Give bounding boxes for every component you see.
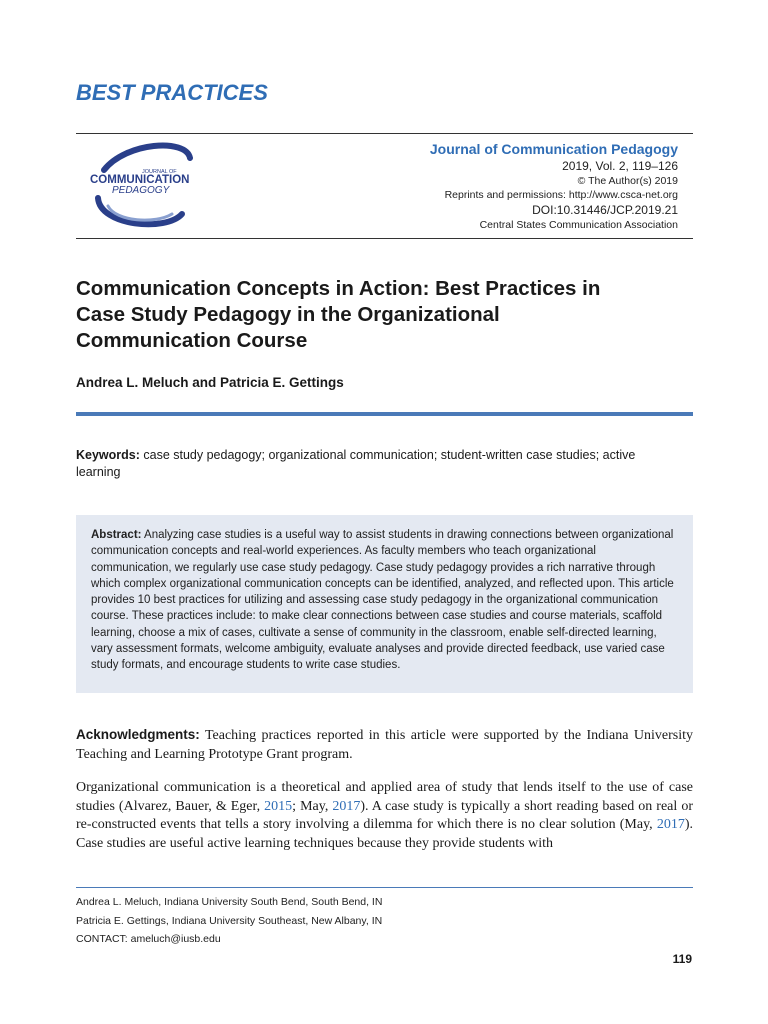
citation-link[interactable]: 2017 bbox=[656, 817, 685, 832]
abstract bbox=[91, 527, 679, 674]
citation-link[interactable]: 2015 bbox=[264, 798, 293, 814]
section-label: BEST PRACTICES bbox=[76, 80, 268, 105]
page-number: 119 bbox=[672, 952, 692, 966]
acknowledgments bbox=[76, 725, 693, 764]
journal-doi: DOI:10.31446/JCP.2019.21 bbox=[532, 203, 678, 217]
logo-top-text: JOURNAL OF bbox=[142, 169, 177, 175]
logo-sub-text: PEDAGOGY bbox=[112, 185, 170, 196]
footnote-divider bbox=[76, 887, 693, 888]
footnote-author-2: Patricia E. Gettings, Indiana University Southeast, New Albany, IN bbox=[76, 915, 383, 927]
journal-info bbox=[278, 140, 678, 232]
journal-volume: 2019, Vol. 2, 119–126 bbox=[562, 159, 678, 173]
journal-copyright: © The Author(s) 2019 bbox=[577, 175, 678, 187]
journal-association: Central States Communication Association bbox=[479, 219, 678, 231]
body-text: ). A case study is typically a short reading based on real or re-constructed events that tells a story involving a dilemma for which there is no clear solution (May, bbox=[76, 798, 693, 832]
keywords-label: Keywords: bbox=[76, 448, 140, 462]
body-paragraph bbox=[76, 779, 693, 853]
article-authors: Andrea L. Meluch and Patricia E. Gettings bbox=[76, 375, 344, 390]
body-text: Organizational communication is a theoretical and applied area of study that lends itself to the use of case studies (Alvarez, Bauer, & Eger, bbox=[76, 780, 693, 814]
journal-logo bbox=[86, 140, 216, 230]
keywords-text: case study pedagogy; organizational communication; student-written case studies; active learning bbox=[76, 448, 636, 479]
citation-link[interactable]: 2017 bbox=[332, 798, 361, 814]
body-text: ; May, bbox=[292, 798, 333, 814]
footnote-contact: CONTACT: ameluch@iusb.edu bbox=[76, 933, 221, 945]
footnote-author-1: Andrea L. Meluch, Indiana University South Bend, South Bend, IN bbox=[76, 896, 383, 908]
logo-main-text: COMMUNICATION bbox=[90, 174, 190, 186]
body-text: ). Case studies are useful active learning techniques because they provide students with bbox=[76, 817, 693, 851]
acknowledgments-label: Acknowledgments: bbox=[76, 727, 200, 742]
acknowledgments-text: Teaching practices reported in this article were supported by the Indiana University Teaching and Learning Prototype Grant program. bbox=[76, 728, 693, 762]
title-divider bbox=[76, 412, 693, 416]
journal-name: Journal of Communication Pedagogy bbox=[429, 141, 678, 157]
article-title: Communication Concepts in Action: Best Practices in Case Study Pedagogy in the Organizational Communication Course bbox=[76, 277, 601, 352]
abstract-label: Abstract: bbox=[91, 529, 142, 541]
abstract-text: Analyzing case studies is a useful way to assist students in drawing connections between organizational communication concepts and real-world experiences. As faculty members who teach organizational communication, we regularly use case study pedagogy. Case study pedagogy provides a rich narrative through which complex organizational communication concepts can be identified, analyzed, and reflected upon. This article provides 10 best practices for utilizing and assessing case study pedagogy in the organizational communication course. These practices include: to make clear connections between case studies and course materials, scaffold learning, choose a mix of cases, cultivate a sense of community in the classroom, enable self-directed learning, vary assessment formats, welcome ambiguity, evaluate analyses and provide directed feedback, use varied case study formats, and encourage students to write case studies. bbox=[91, 529, 674, 672]
keywords bbox=[76, 447, 666, 481]
journal-reprints: Reprints and permissions: http://www.csca-net.org bbox=[444, 189, 678, 201]
